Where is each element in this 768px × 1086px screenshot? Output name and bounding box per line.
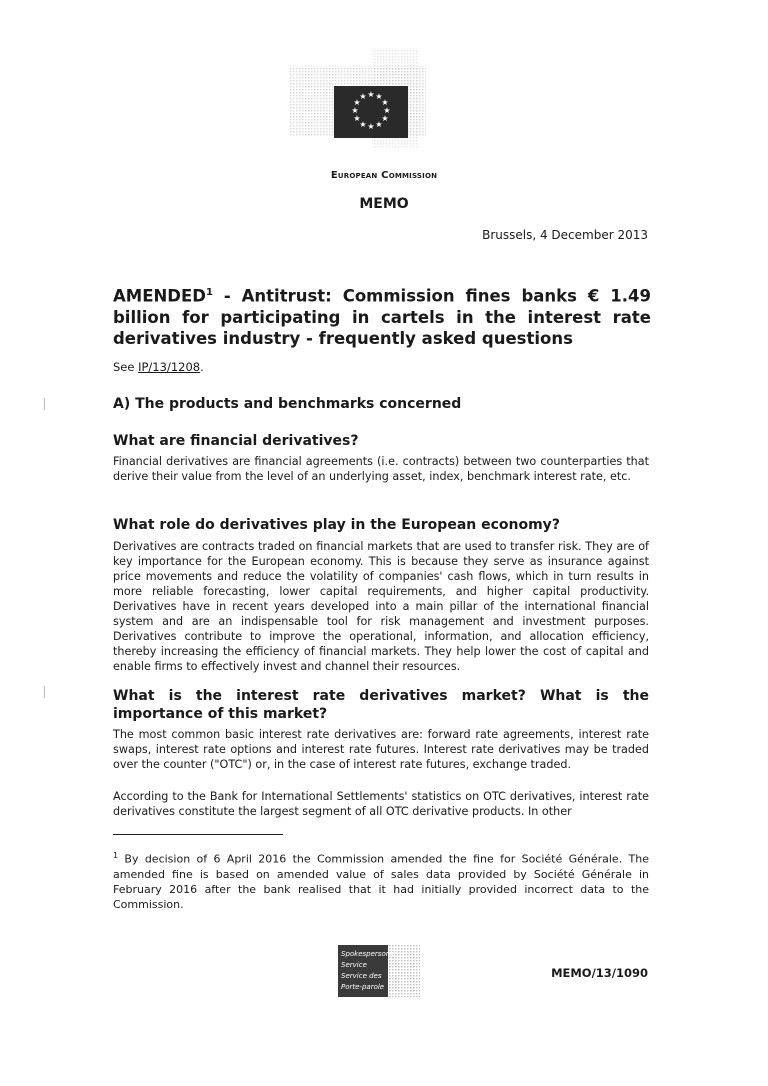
stamp-line: Service	[341, 961, 367, 969]
headline-prefix: AMENDED	[113, 286, 206, 306]
svg-text:★: ★	[383, 106, 391, 115]
svg-text:★: ★	[367, 122, 375, 131]
scan-margin-mark	[44, 398, 45, 410]
footnote	[113, 848, 649, 912]
stamp-line: Spokespersons'	[341, 950, 396, 958]
svg-text:★: ★	[353, 98, 361, 107]
svg-text:★: ★	[381, 114, 389, 123]
headline	[113, 282, 651, 349]
svg-text:★: ★	[367, 90, 375, 99]
see-also-label: See	[113, 360, 135, 374]
see-also	[113, 360, 204, 374]
svg-text:★: ★	[351, 106, 359, 115]
stamp-line: Service des	[341, 972, 382, 980]
footnote-reference[interactable]: 1	[205, 287, 213, 298]
press-release-link[interactable]: IP/13/1208	[138, 360, 201, 374]
dateline: Brussels, 4 December 2013	[482, 228, 648, 242]
spokespersons-service-stamp	[338, 945, 420, 997]
document-type: MEMO	[359, 196, 409, 212]
answer-paragraph: Derivatives are contracts traded on financial markets that are used to transfer risk. They are of key importance for the European economy. This is because they serve as insurance against price movements and reduce the volatility of companies' cash flows, which in turn results in more reliable forecasting, lower capital requirements, and higher capital productivity. Derivatives have in recent years developed into a main pillar of the international financial system and are an indispensable tool for risk management and investment purposes. Derivatives contribute to improve the operational, information, and allocation efficiency, thereby increasing the efficiency of financial markets. They help lower the cost of capital and enable firms to effectively invest and channel their resources.	[113, 540, 649, 673]
svg-text:★: ★	[359, 120, 367, 129]
answer-paragraph: The most common basic interest rate derivatives are: forward rate agreements, interest rate swaps, interest rate options and interest rate futures. Interest rate derivatives may be traded over the counter ("OTC") or, in the case of interest rate futures, exchange traded.	[113, 728, 649, 771]
svg-text:★: ★	[381, 98, 389, 107]
headline-text: - Antitrust: Commission fines banks € 1.49 billion for participating in cartels in the interest rate derivatives industry - frequently asked questions	[113, 286, 651, 348]
footnote-separator	[113, 834, 283, 835]
svg-text:★: ★	[375, 92, 383, 101]
see-also-suffix: .	[200, 360, 204, 374]
footnote-number: 1	[113, 851, 119, 860]
question-heading: What are financial derivatives?	[113, 433, 359, 449]
section-heading: A) The products and benchmarks concerned	[113, 396, 462, 412]
footnote-text: By decision of 6 April 2016 the Commission amended the fine for Société Générale. The amended fine is based on amended value of sales data provided by Société Générale in February 2016 after the bank realised that it had initially provided incorrect data to the Commission.	[113, 852, 649, 911]
svg-text:★: ★	[359, 92, 367, 101]
question-heading: What is the interest rate derivatives market? What is the importance of this market?	[113, 688, 649, 722]
answer-paragraph: According to the Bank for International Settlements' statistics on OTC derivatives, interest rate derivatives constitute the largest segment of all OTC derivative products. In other	[113, 790, 649, 818]
answer-paragraph: Financial derivatives are financial agreements (i.e. contracts) between two counterparties that derive their value from the level of an underlying asset, index, benchmark interest rate, etc.	[113, 455, 649, 483]
scan-margin-mark	[44, 686, 45, 698]
stamp-line: Porte-parole	[341, 983, 385, 991]
memo-reference: MEMO/13/1090	[551, 966, 648, 980]
svg-text:★: ★	[353, 114, 361, 123]
european-commission-logo	[272, 44, 444, 154]
question-heading: What role do derivatives play in the European economy?	[113, 517, 560, 533]
organisation-name: European Commission	[330, 170, 438, 181]
svg-text:★: ★	[375, 120, 383, 129]
